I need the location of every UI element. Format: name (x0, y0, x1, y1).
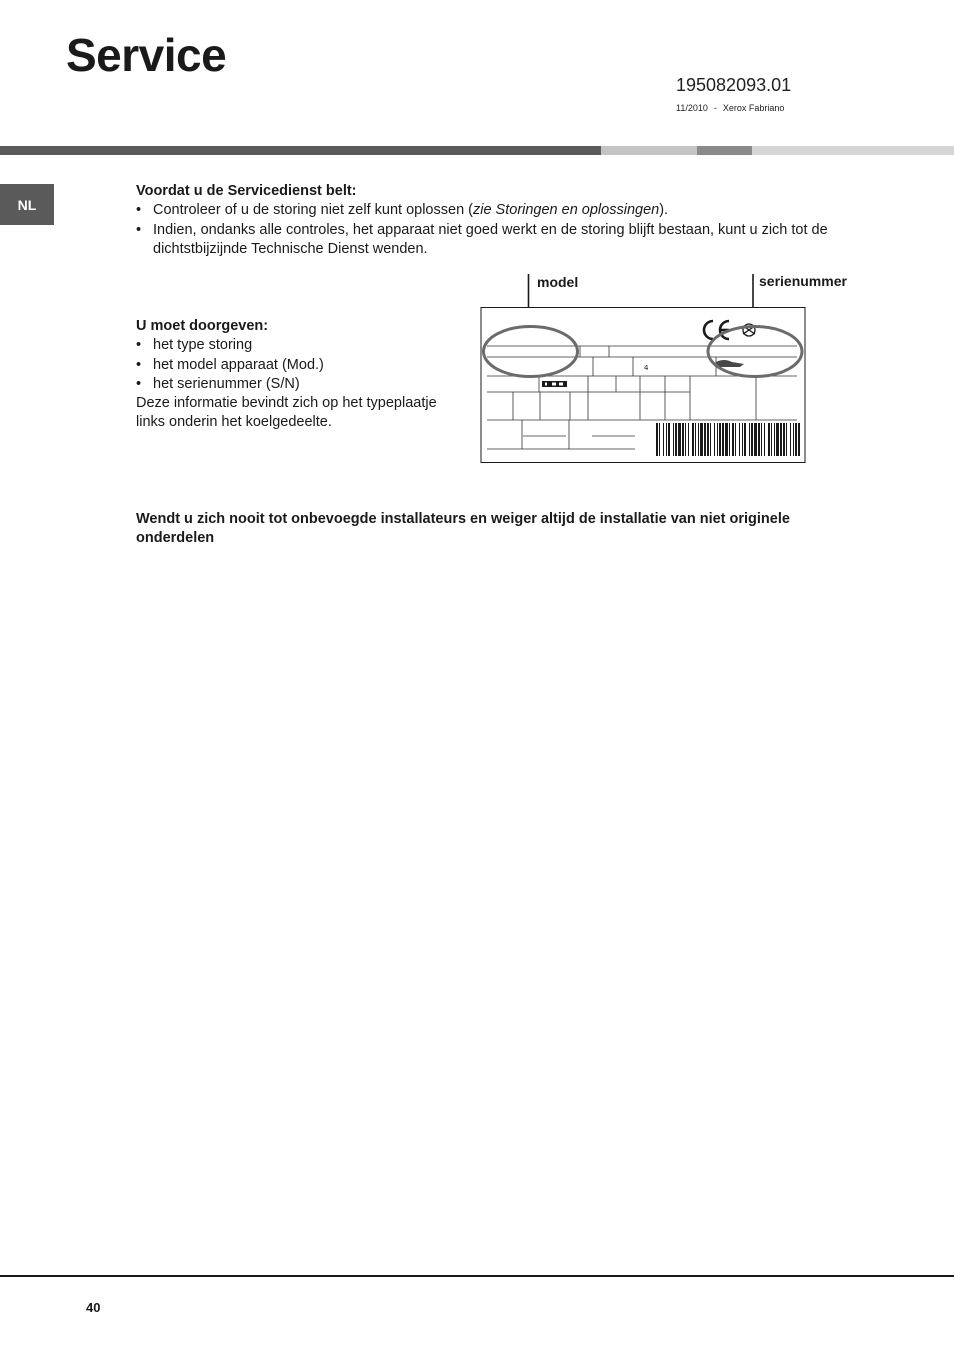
bullet-icon: • (136, 356, 142, 373)
bullet-icon: • (136, 221, 142, 238)
section-heading: U moet doorgeven: (136, 318, 269, 334)
fuse-symbol-icon (542, 381, 567, 387)
meta-separator: - (713, 103, 717, 113)
footer-rule (0, 1275, 954, 1277)
list-item-text: het serienummer (S/N) (153, 375, 300, 392)
frequency-symbol: 4 (644, 364, 649, 372)
rating-plate-diagram (0, 0, 954, 480)
document-date: 11/2010 (676, 103, 708, 113)
document-printer: Xerox Fabriano (722, 103, 785, 113)
list-item-text: het type storing (153, 337, 253, 354)
language-tab: NL (0, 184, 54, 225)
document-number: 195082093.01 (676, 75, 792, 95)
plate-label-model: model (537, 274, 579, 290)
bullet-icon: • (136, 375, 142, 392)
page-title: Service (66, 29, 227, 81)
section-heading: Voordat u de Servicedienst belt: (136, 183, 357, 199)
list-item-text: het model apparaat (Mod.) (153, 356, 324, 373)
list-item-text: Indien, ondanks alle controles, het apparaat niet goed werkt en de storing blijft bestaan, kunt u zich tot de dichtstbijzijnde Technische Dienst wenden. (153, 221, 828, 257)
bullet-icon: • (136, 337, 142, 354)
page-number: 40 (86, 1300, 101, 1315)
plate-label-serial: serienummer (759, 273, 847, 289)
list-item-text-end: ). (659, 202, 669, 219)
list-item-text: Controleer of u de storing niet zelf kunt oplossen ( (153, 202, 473, 219)
warning-text: Wendt u zich nooit tot onbevoegde installateurs en weiger altijd de installatie van niet originele onderdelen (136, 511, 790, 547)
plate-location-note: Deze informatie bevindt zich op het typeplaatje links onderin het koelgedeelte. (136, 395, 437, 431)
bullet-icon: • (136, 202, 142, 219)
list-item-italic: zie Storingen en oplossingen (472, 202, 660, 219)
